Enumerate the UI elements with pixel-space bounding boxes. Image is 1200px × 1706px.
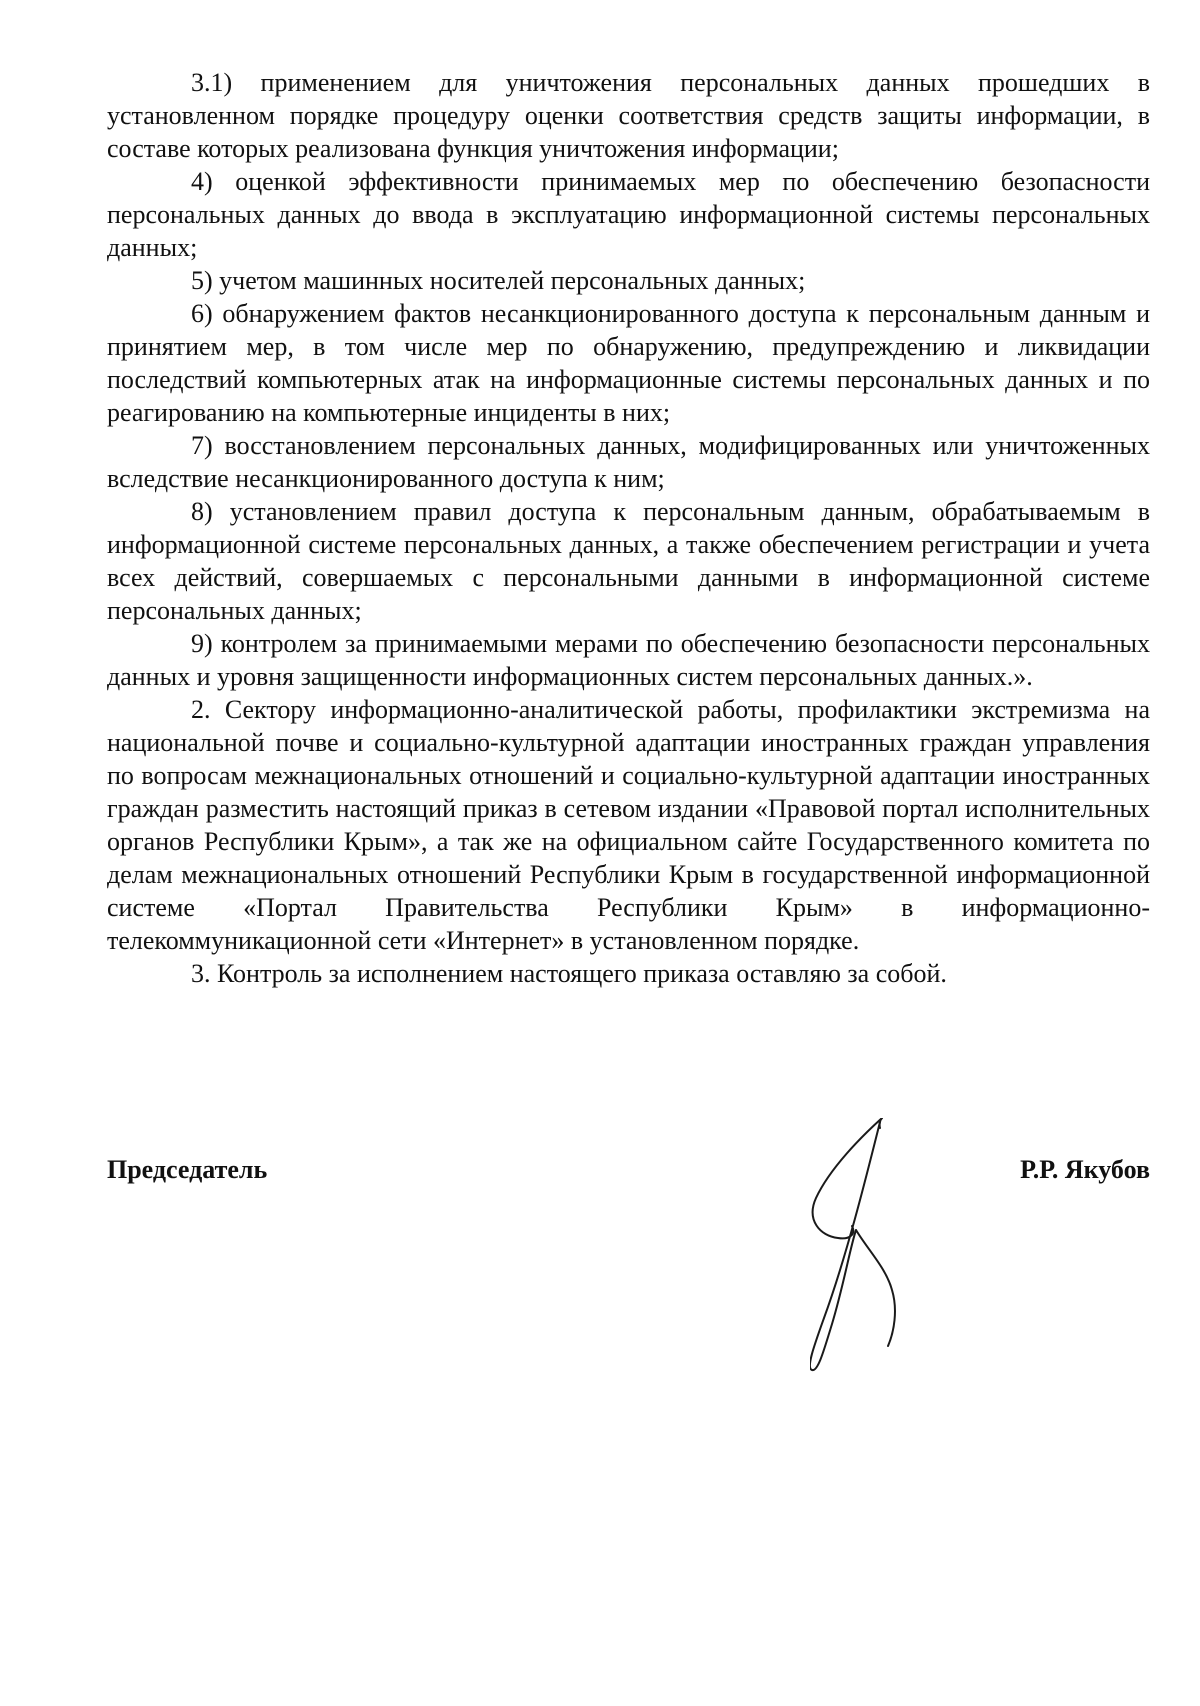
- paragraph-6: 6) обнаружением фактов несанкционированного доступа к персональным данным и принятием мер, в том числе мер по обнаружению, предупреждению и ликвидации последствий компьютерных атак на информационные системы персональных данных и по реагированию на компьютерные инциденты в них;: [107, 299, 1150, 427]
- paragraph-section-3: 3. Контроль за исполнением настоящего приказа оставляю за собой.: [191, 959, 947, 988]
- paragraph-8: 8) установлением правил доступа к персональным данным, обрабатываемым в информационной системе персональных данных, а также обеспечением регистрации и учета всех действий, совершаемых с персональными данными в информационной системе персональных данных;: [107, 497, 1150, 625]
- paragraph-4: 4) оценкой эффективности принимаемых мер по обеспечению безопасности персональных данных до ввода в эксплуатацию информационной системы персональных данных;: [107, 167, 1150, 262]
- paragraph-section-2: 2. Сектору информационно-аналитической работы, профилактики экстремизма на национальной почве и социально-культурной адаптации иностранных граждан управления по вопросам межнациональных отношений и социально-культурной адаптации иностранных граждан разместить настоящий приказ в сетевом издании «Правовой портал исполнительных органов Республики Крым», а так же на официальном сайте Государственного комитета по делам межнациональных отношений Республики Крым в государственной информационной системе «Портал Правительства Республики Крым» в информационно-телекоммуникационной сети «Интернет» в установленном порядке.: [107, 695, 1150, 955]
- signature-block: [107, 1155, 1150, 1195]
- signer-name: Р.Р. Якубов: [1020, 1155, 1150, 1184]
- signer-title: Председатель: [107, 1155, 268, 1184]
- paragraph-3-1: 3.1) применением для уничтожения персональных данных прошедших в установленном порядке процедуру оценки соответствия средств защиты информации, в составе которых реализована функция уничтожения информации;: [107, 68, 1150, 163]
- paragraph-9: 9) контролем за принимаемыми мерами по обеспечению безопасности персональных данных и уровня защищенности информационных систем персональных данных.».: [107, 629, 1150, 691]
- document-body: [107, 66, 1150, 990]
- paragraph-7: 7) восстановлением персональных данных, модифицированных или уничтоженных вследствие несанкционированного доступа к ним;: [107, 431, 1150, 493]
- handwritten-signature: [810, 1118, 950, 1380]
- paragraph-5: 5) учетом машинных носителей персональных данных;: [191, 266, 806, 295]
